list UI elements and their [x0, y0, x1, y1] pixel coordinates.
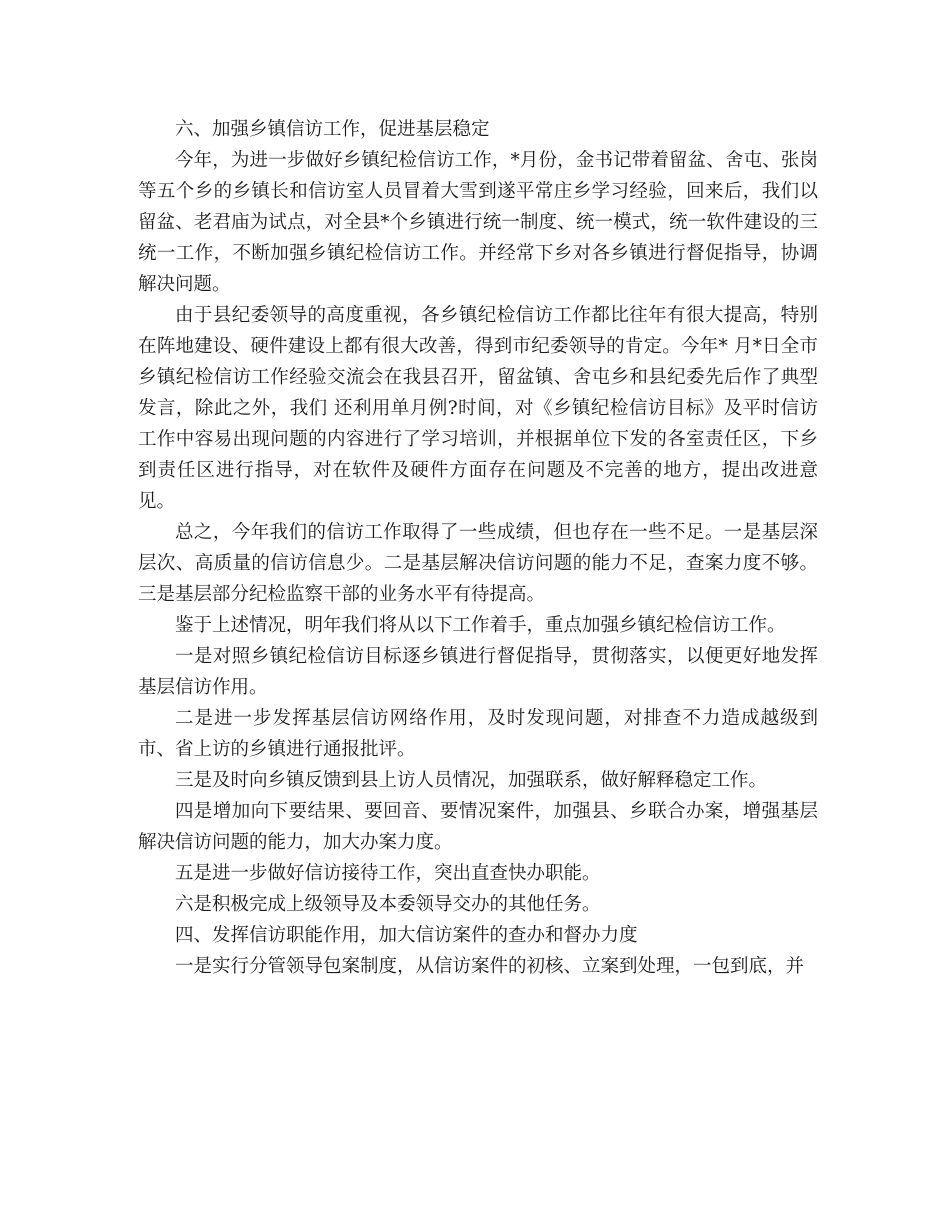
list-item: 三是及时向乡镇反馈到县上访人员情况，加强联系，做好解释稳定工作。 — [175, 770, 768, 791]
list-item: 二是进一步发挥基层信访网络作用，及时发现问题，对排查不力造成越级到市、省上访的乡镇进行通报批评。 — [138, 708, 818, 760]
list-item: 六是积极完成上级领导及本委领导交办的其他任务。 — [175, 894, 601, 915]
list-item: 五是进一步做好信访接待工作，突出直查快办职能。 — [175, 863, 601, 884]
paragraph: 总之，今年我们的信访工作取得了一些成绩，但也存在一些不足。一是基层深层次、高质量的信访信息少。二是基层解决信访问题的能力不足，查案力度不够。三是基层部分纪检监察干部的业务水平有待提高。 — [138, 522, 818, 605]
section-heading-four: 四、发挥信访职能作用，加大信访案件的查办和督办力度 — [175, 925, 638, 946]
paragraph: 一是实行分管领导包案制度，从信访案件的初核、立案到处理，一包到底，并 — [175, 956, 805, 977]
section-heading-six: 六、加强乡镇信访工作，促进基层稳定 — [175, 119, 490, 140]
list-item: 四是增加向下要结果、要回音、要情况案件，加强县、乡联合办案，增强基层解决信访问题的能力，加大办案力度。 — [138, 801, 818, 853]
paragraph: 鉴于上述情况，明年我们将从以下工作着手，重点加强乡镇纪检信访工作。 — [175, 615, 786, 636]
paragraph: 由于县纪委领导的高度重视，各乡镇纪检信访工作都比往年有很大提高，特别在阵地建设、硬件建设上都有很大改善，得到市纪委领导的肯定。今年* 月*日全市乡镇纪检信访工作经验交流会在我县召开，留盆镇、舍屯乡和县纪委先后作了典型发言，除此之外，我们 还利用单月例?时间，对《乡镇纪检信访目标》及平时信访工作中容易出现问题的内容进行了学习培训，并根据单位下发的各室责任区，下乡到责任区进行指导，对在软件及硬件方面存在问题及不完善的地方，提出改进意见。 — [138, 305, 818, 512]
document-body — [138, 114, 818, 982]
list-item: 一是对照乡镇纪检信访目标逐乡镇进行督促指导，贯彻落实，以便更好地发挥基层信访作用。 — [138, 646, 818, 698]
paragraph: 今年，为进一步做好乡镇纪检信访工作，*月份，金书记带着留盆、舍屯、张岗等五个乡的乡镇长和信访室人员冒着大雪到遂平常庄乡学习经验，回来后，我们以留盆、老君庙为试点，对全县*个乡镇进行统一制度、统一模式，统一软件建设的三统一工作，不断加强乡镇纪检信访工作。并经常下乡对各乡镇进行督促指导，协调解决问题。 — [138, 150, 818, 295]
